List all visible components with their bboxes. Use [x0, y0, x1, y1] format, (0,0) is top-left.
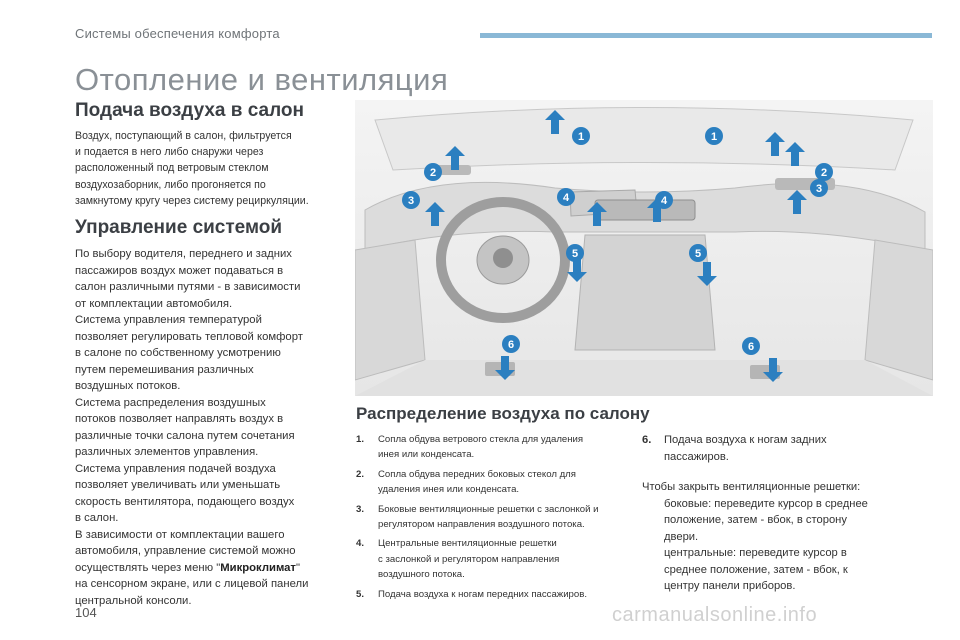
svg-text:3: 3	[815, 183, 823, 195]
arrow-bullet-icon	[642, 496, 664, 546]
text-line: воздушных потоков.	[75, 380, 181, 392]
item-text	[664, 432, 827, 465]
svg-text:6: 6	[507, 339, 515, 351]
bullet-item	[642, 496, 932, 546]
text-line: Боковые вентиляционные решетки с заслонкой и	[378, 503, 599, 515]
text-line: скорость вентилятора, подающего воздух	[75, 495, 295, 508]
text-line: Система распределения воздушных	[75, 396, 266, 409]
text-line: от комплектации автомобиля.	[75, 297, 233, 310]
text-line: различных элементов управления.	[75, 446, 259, 458]
text-line: пассажиров воздух может подаваться в	[75, 264, 284, 277]
distribution-list	[356, 432, 631, 606]
list-item	[642, 432, 932, 465]
svg-text:6: 6	[747, 341, 755, 353]
text-line: Подача воздуха к ногам передних пассажиров.	[378, 588, 587, 600]
text-line: Сопла обдува передних боковых стекол для	[378, 468, 576, 480]
center-vents	[595, 200, 695, 220]
list-item	[356, 467, 631, 498]
item-number: 5.	[356, 588, 365, 600]
item-text	[378, 536, 559, 582]
item-number: 6.	[642, 434, 652, 446]
text-fragment: "	[295, 561, 300, 574]
bullet-text	[664, 496, 868, 546]
text-line: с заслонкой и регулятором направления	[378, 553, 560, 565]
section-heading-distribution: Распределение воздуха по салону	[356, 404, 650, 423]
right-door-panel	[865, 240, 933, 380]
text-line: По выбору водителя, переднего и задних	[75, 248, 292, 260]
text-line: Воздух, поступающий в салон, фильтруется	[75, 130, 292, 142]
text-line: путем перемешивания различных	[75, 363, 254, 376]
svg-text:5: 5	[694, 248, 702, 260]
item-text	[378, 502, 598, 533]
callout-5a	[566, 244, 584, 262]
text-line: двери.	[664, 530, 699, 543]
callout-6a	[502, 335, 520, 353]
svg-text:4: 4	[562, 192, 570, 204]
text-line: положение, затем - вбок, в сторону	[664, 514, 847, 526]
floor	[355, 360, 933, 396]
callout-6b	[742, 337, 760, 355]
bullet-item	[642, 545, 932, 595]
header-accent-bar	[480, 33, 932, 38]
text-line: В зависимости от комплектации вашего	[75, 528, 285, 541]
text-line: центральной консоли.	[75, 594, 192, 607]
text-line: Центральные вентиляционные решетки	[378, 538, 557, 550]
text-line: позволяет увеличивать или уменьшать	[75, 479, 281, 491]
text-line: регулятором направления воздушного потока.	[378, 519, 585, 531]
list-item	[356, 502, 631, 533]
text-line: позволяет регулировать тепловой комфорт	[75, 330, 303, 343]
item-number: 1.	[356, 434, 365, 445]
callout-2a	[424, 163, 442, 181]
text-line: на сенсорном экране, или с лицевой панели	[75, 578, 309, 590]
text-line: инея или конденсата.	[378, 449, 475, 461]
bullet-text	[664, 545, 848, 595]
arrow-bullet-icon	[642, 545, 664, 595]
item-number: 4.	[356, 538, 365, 550]
page-number: 104	[75, 605, 97, 620]
item-text	[378, 432, 583, 463]
close-vents-intro: Чтобы закрыть вентиляционные решетки:	[642, 481, 861, 493]
svg-text:1: 1	[710, 131, 718, 143]
text-line: Система управления подачей воздуха	[75, 462, 276, 475]
callout-1b	[705, 127, 723, 145]
text-line: автомобиля, управление системой можно	[75, 545, 296, 557]
svg-text:1: 1	[577, 131, 585, 143]
text-line	[75, 560, 350, 577]
svg-text:4: 4	[660, 195, 668, 207]
item-text	[378, 467, 576, 498]
text-line: различные точки салона путем сочетания	[75, 429, 295, 442]
callout-4b	[655, 191, 673, 209]
left-door-panel	[355, 240, 425, 380]
text-line: салон различными путями - в зависимости	[75, 281, 301, 293]
section-heading-air-supply: Подача воздуха в салон	[75, 100, 305, 121]
list-item	[356, 432, 631, 463]
text-line: замкнутому кругу через систему рециркуляции.	[75, 194, 309, 207]
text-line: центру панели приборов.	[664, 580, 796, 592]
text-line: воздушного потока.	[378, 569, 465, 581]
text-line: Сопла обдува ветрового стекла для удаления	[378, 434, 584, 445]
svg-text:2: 2	[429, 167, 437, 179]
text-line: в салоне по собственному усмотрению	[75, 347, 281, 359]
text-fragment: осуществлять через меню "	[75, 561, 221, 574]
text-line: Подача воздуха к ногам задних	[664, 434, 827, 446]
section-heading-control: Управление системой	[75, 217, 283, 238]
air-supply-text	[75, 128, 350, 209]
callout-3a	[402, 191, 420, 209]
callout-3b	[810, 179, 828, 197]
text-line: воздухозаборник, либо прогоняется по	[75, 178, 266, 191]
watermark: carmanualsonline.info	[612, 604, 818, 626]
text-line: пассажиров.	[664, 450, 729, 463]
text-line: и подается в него либо снаружи через	[75, 146, 264, 159]
cabin-ventilation-illustration	[355, 100, 933, 396]
list-item	[356, 587, 631, 602]
text-line: потоков позволяет направлять воздух в	[75, 413, 284, 425]
page-title: Отопление и вентиляция	[75, 62, 449, 97]
text-line: в салон.	[75, 512, 119, 524]
menu-name: Микроклимат	[220, 561, 296, 574]
item-number: 2.	[356, 468, 365, 480]
text-line: удаления инея или конденсата.	[378, 484, 520, 496]
callout-1a	[572, 127, 590, 145]
running-header: Системы обеспечения комфорта	[75, 26, 280, 41]
text-line: Система управления температурой	[75, 314, 262, 326]
control-text	[75, 246, 350, 609]
list-item	[356, 536, 631, 582]
svg-text:5: 5	[571, 248, 579, 260]
callout-5b	[689, 244, 707, 262]
text-line: боковые: переведите курсор в среднее	[664, 497, 868, 510]
item-text	[378, 587, 587, 602]
callout-2b	[815, 163, 833, 181]
logo-icon	[493, 248, 513, 268]
text-line: расположенный под ветровым стеклом	[75, 162, 269, 175]
item-number: 3.	[356, 503, 365, 515]
text-line: центральные: переведите курсор в	[664, 547, 847, 559]
callout-4a	[557, 188, 575, 206]
right-column-text	[642, 432, 932, 595]
svg-text:2: 2	[820, 167, 828, 179]
svg-text:3: 3	[407, 195, 415, 207]
text-line: среднее положение, затем - вбок, к	[664, 563, 848, 576]
